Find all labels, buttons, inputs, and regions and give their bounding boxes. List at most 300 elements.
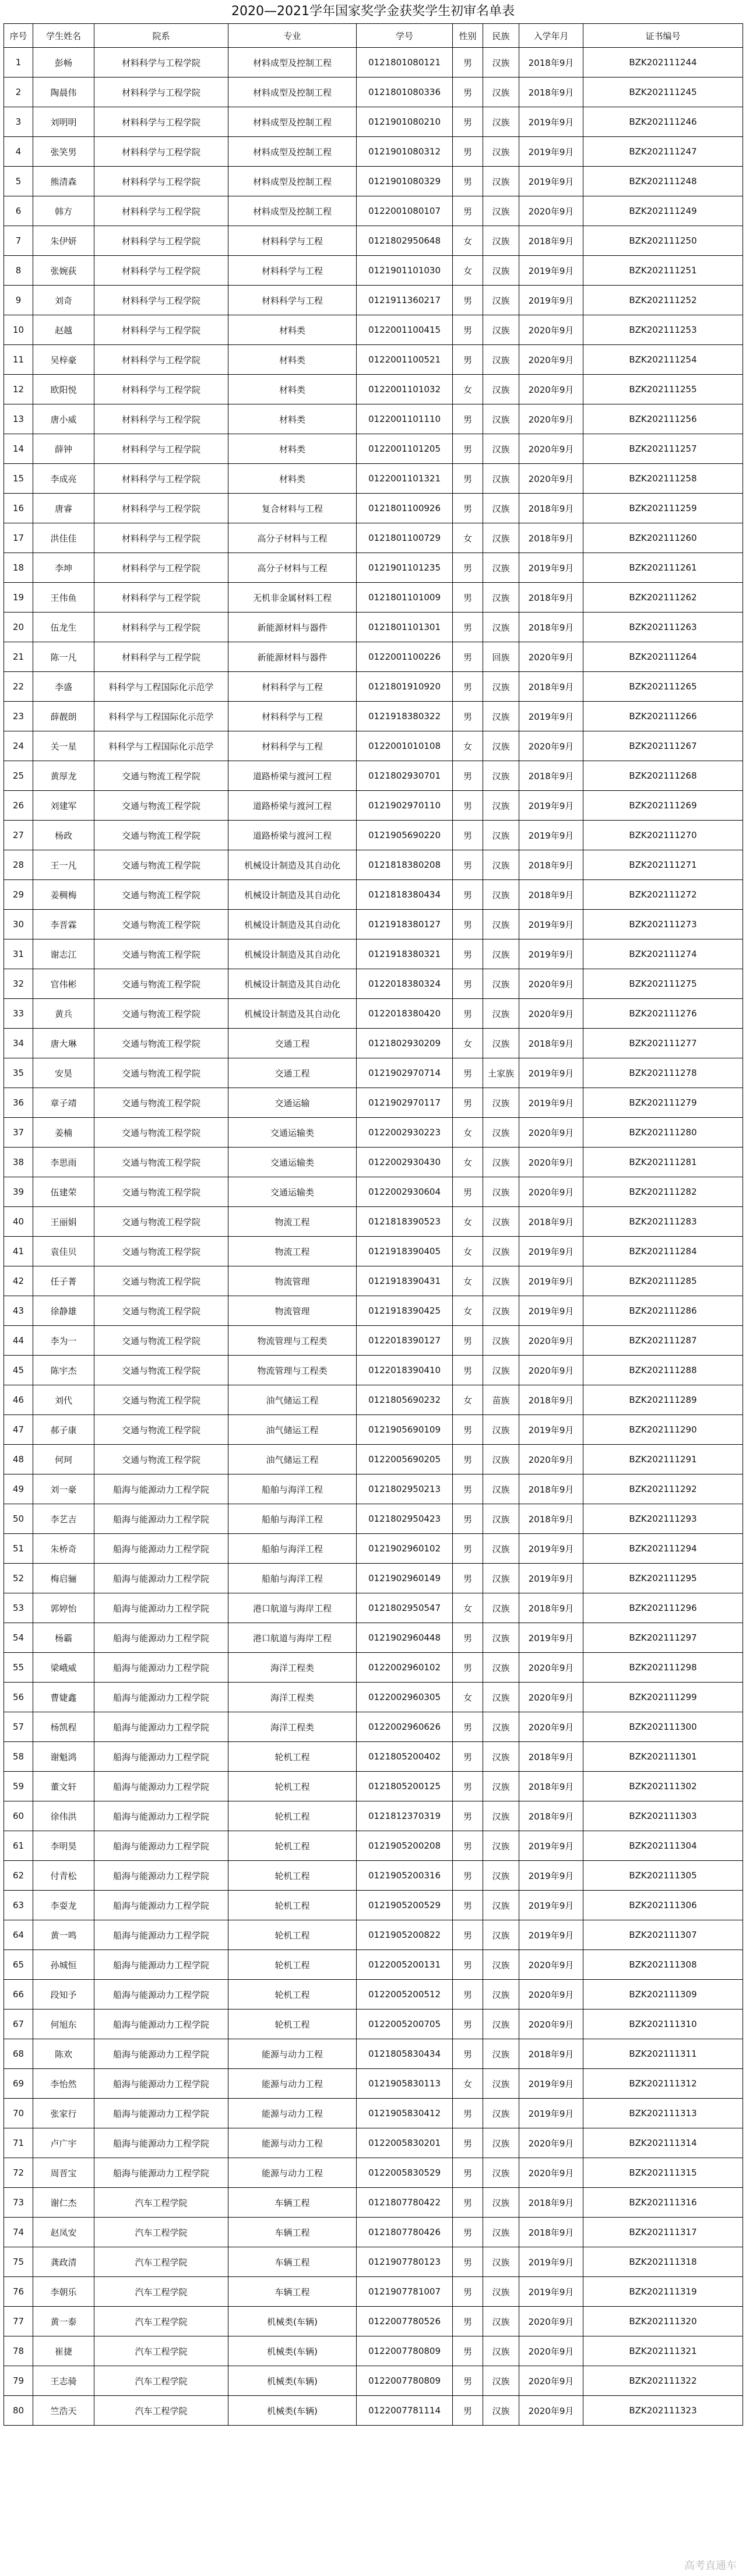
- table-cell: 54: [4, 1623, 33, 1653]
- table-cell: 材料科学与工程学院: [94, 464, 228, 494]
- table-cell: 2019年9月: [519, 1920, 583, 1950]
- table-cell: 汉族: [483, 1148, 519, 1177]
- table-cell: 26: [4, 791, 33, 821]
- table-cell: 汉族: [483, 2158, 519, 2188]
- table-cell: 郝子康: [33, 1415, 94, 1445]
- table-cell: BZK202111292: [583, 1474, 743, 1504]
- table-cell: 汉族: [483, 286, 519, 315]
- table-cell: 汉族: [483, 1415, 519, 1445]
- table-cell: 唐小威: [33, 404, 94, 434]
- table-cell: 3: [4, 107, 33, 137]
- table-cell: 材料科学与工程学院: [94, 48, 228, 78]
- table-cell: 28: [4, 850, 33, 880]
- table-cell: 59: [4, 1772, 33, 1801]
- table-cell: 2020年9月: [519, 375, 583, 404]
- table-cell: 黄一泰: [33, 2307, 94, 2336]
- table-cell: BZK202111303: [583, 1801, 743, 1831]
- table-cell: 材料成型及控制工程: [228, 48, 357, 78]
- table-cell: 女: [453, 256, 483, 286]
- table-cell: 2018年9月: [519, 2218, 583, 2247]
- table-cell: 海洋工程类: [228, 1653, 357, 1683]
- table-cell: 船海与能源动力工程学院: [94, 1772, 228, 1801]
- table-cell: 2020年9月: [519, 2396, 583, 2426]
- table-cell: 2020年9月: [519, 1118, 583, 1148]
- table-cell: 材料成型及控制工程: [228, 167, 357, 196]
- table-cell: 吴梓豪: [33, 345, 94, 375]
- table-cell: 土家族: [483, 1058, 519, 1088]
- table-cell: 0122002930430: [357, 1148, 453, 1177]
- table-row: [4, 1593, 743, 1623]
- table-cell: 船海与能源动力工程学院: [94, 2128, 228, 2158]
- table-cell: BZK202111307: [583, 1920, 743, 1950]
- table-cell: 苗族: [483, 1385, 519, 1415]
- table-cell: BZK202111322: [583, 2366, 743, 2396]
- table-cell: 男: [453, 1831, 483, 1861]
- table-cell: 李怡然: [33, 2069, 94, 2099]
- table-cell: 2019年9月: [519, 167, 583, 196]
- table-cell: 2020年9月: [519, 434, 583, 464]
- table-cell: 轮机工程: [228, 1920, 357, 1950]
- table-cell: 53: [4, 1593, 33, 1623]
- table-cell: 7: [4, 226, 33, 256]
- table-cell: 0121801080121: [357, 48, 453, 78]
- table-cell: 20: [4, 613, 33, 642]
- table-cell: 机械设计制造及其自动化: [228, 939, 357, 969]
- table-cell: 女: [453, 375, 483, 404]
- table-cell: 船舶与海洋工程: [228, 1564, 357, 1593]
- table-cell: 汉族: [483, 256, 519, 286]
- table-cell: BZK202111289: [583, 1385, 743, 1415]
- table-row: [4, 1980, 743, 2010]
- table-row: [4, 2099, 743, 2128]
- table-cell: 2018年9月: [519, 1742, 583, 1772]
- table-cell: 彭畅: [33, 48, 94, 78]
- table-cell: BZK202111251: [583, 256, 743, 286]
- table-cell: 0121905690220: [357, 821, 453, 850]
- table-row: [4, 2336, 743, 2366]
- table-cell: 男: [453, 1801, 483, 1831]
- table-cell: BZK202111308: [583, 1950, 743, 1980]
- table-cell: 2020年9月: [519, 999, 583, 1029]
- table-cell: 0122001101110: [357, 404, 453, 434]
- table-cell: 2019年9月: [519, 1891, 583, 1920]
- table-cell: 2018年9月: [519, 523, 583, 553]
- table-cell: 46: [4, 1385, 33, 1415]
- page-title: 2020—2021学年国家奖学金获奖学生初审名单表: [231, 4, 515, 19]
- table-row: [4, 702, 743, 731]
- table-cell: 刘一豪: [33, 1474, 94, 1504]
- table-cell: 2020年9月: [519, 404, 583, 434]
- table-cell: BZK202111301: [583, 1742, 743, 1772]
- table-cell: 男: [453, 2307, 483, 2336]
- table-row: [4, 1742, 743, 1772]
- table-cell: 0122002930604: [357, 1177, 453, 1207]
- table-cell: BZK202111282: [583, 1177, 743, 1207]
- table-row: [4, 2010, 743, 2039]
- table-cell: 10: [4, 315, 33, 345]
- table-cell: 2018年9月: [519, 613, 583, 642]
- table-cell: 李成亮: [33, 464, 94, 494]
- table-cell: 汉族: [483, 1474, 519, 1504]
- table-row: [4, 256, 743, 286]
- table-cell: 洪佳佳: [33, 523, 94, 553]
- table-cell: 2018年9月: [519, 1207, 583, 1237]
- table-row: [4, 523, 743, 553]
- table-cell: 汉族: [483, 731, 519, 761]
- table-cell: 轮机工程: [228, 1801, 357, 1831]
- table-cell: 物流管理: [228, 1296, 357, 1326]
- table-cell: 2018年9月: [519, 583, 583, 613]
- table-cell: 5: [4, 167, 33, 196]
- table-cell: 2020年9月: [519, 642, 583, 672]
- table-cell: 男: [453, 1920, 483, 1950]
- table-cell: 陈宇杰: [33, 1356, 94, 1385]
- table-cell: 2020年9月: [519, 345, 583, 375]
- table-cell: 32: [4, 969, 33, 999]
- table-cell: 唐睿: [33, 494, 94, 523]
- table-cell: 交通工程: [228, 1029, 357, 1058]
- table-cell: BZK202111285: [583, 1266, 743, 1296]
- table-cell: BZK202111317: [583, 2218, 743, 2247]
- table-cell: 船海与能源动力工程学院: [94, 1534, 228, 1564]
- table-row: [4, 1385, 743, 1415]
- table-cell: 2018年9月: [519, 672, 583, 702]
- table-cell: 2018年9月: [519, 2039, 583, 2069]
- table-cell: 2019年9月: [519, 1831, 583, 1861]
- table-cell: 轮机工程: [228, 1980, 357, 2010]
- table-cell: BZK202111245: [583, 78, 743, 107]
- table-cell: 男: [453, 613, 483, 642]
- table-cell: 材料科学与工程学院: [94, 315, 228, 345]
- table-cell: 2020年9月: [519, 969, 583, 999]
- table-cell: 谢志江: [33, 939, 94, 969]
- table-cell: 汉族: [483, 78, 519, 107]
- table-cell: 交通与物流工程学院: [94, 1177, 228, 1207]
- table-cell: 机械类(车辆): [228, 2366, 357, 2396]
- table-cell: 2019年9月: [519, 137, 583, 167]
- table-cell: 男: [453, 2099, 483, 2128]
- table-cell: 王志骑: [33, 2366, 94, 2396]
- table-cell: 谢仁杰: [33, 2188, 94, 2218]
- table-cell: 能源与动力工程: [228, 2128, 357, 2158]
- table-cell: 76: [4, 2277, 33, 2307]
- table-cell: BZK202111320: [583, 2307, 743, 2336]
- table-cell: 0122007781114: [357, 2396, 453, 2426]
- column-header: 入学年月: [519, 24, 583, 48]
- table-cell: 交通与物流工程学院: [94, 1266, 228, 1296]
- table-cell: 8: [4, 256, 33, 286]
- table-cell: 汉族: [483, 1029, 519, 1058]
- table-cell: 男: [453, 2336, 483, 2366]
- table-cell: 2020年9月: [519, 731, 583, 761]
- table-cell: 物流管理与工程类: [228, 1356, 357, 1385]
- table-cell: 徐伟洪: [33, 1801, 94, 1831]
- table-cell: 汽车工程学院: [94, 2307, 228, 2336]
- table-cell: 汉族: [483, 910, 519, 939]
- table-cell: 0121805200125: [357, 1772, 453, 1801]
- table-cell: 2018年9月: [519, 1474, 583, 1504]
- table-row: [4, 137, 743, 167]
- table-cell: 男: [453, 78, 483, 107]
- table-cell: 车辆工程: [228, 2247, 357, 2277]
- table-cell: 0121905690109: [357, 1415, 453, 1445]
- table-cell: 0122001100415: [357, 315, 453, 345]
- table-cell: 交通与物流工程学院: [94, 939, 228, 969]
- table-cell: 2020年9月: [519, 1653, 583, 1683]
- table-cell: 2018年9月: [519, 1385, 583, 1415]
- table-cell: 机械类(车辆): [228, 2336, 357, 2366]
- table-cell: 汉族: [483, 226, 519, 256]
- table-cell: 龚政清: [33, 2247, 94, 2277]
- table-row: [4, 642, 743, 672]
- table-cell: 材料科学与工程学院: [94, 583, 228, 613]
- table-cell: 0121818380208: [357, 850, 453, 880]
- table-cell: 47: [4, 1415, 33, 1445]
- table-cell: 0121901080210: [357, 107, 453, 137]
- table-row: [4, 1445, 743, 1474]
- table-cell: 男: [453, 1356, 483, 1385]
- table-cell: 37: [4, 1118, 33, 1148]
- table-row: [4, 1474, 743, 1504]
- table-row: [4, 48, 743, 78]
- table-cell: 15: [4, 464, 33, 494]
- table-cell: 39: [4, 1177, 33, 1207]
- table-cell: 51: [4, 1534, 33, 1564]
- table-cell: BZK202111297: [583, 1623, 743, 1653]
- table-cell: BZK202111291: [583, 1445, 743, 1474]
- table-cell: 汉族: [483, 1534, 519, 1564]
- table-cell: 竺浩天: [33, 2396, 94, 2426]
- table-row: [4, 1861, 743, 1891]
- table-row: [4, 999, 743, 1029]
- table-cell: 刘明明: [33, 107, 94, 137]
- table-cell: 港口航道与海岸工程: [228, 1623, 357, 1653]
- table-cell: 2019年9月: [519, 2069, 583, 2099]
- table-cell: 材料科学与工程: [228, 286, 357, 315]
- table-cell: 船海与能源动力工程学院: [94, 2039, 228, 2069]
- table-cell: 材料科学与工程学院: [94, 613, 228, 642]
- table-cell: 任子菁: [33, 1266, 94, 1296]
- table-cell: 4: [4, 137, 33, 167]
- table-row: [4, 1207, 743, 1237]
- table-cell: 机械设计制造及其自动化: [228, 880, 357, 910]
- table-cell: 袁佳贝: [33, 1237, 94, 1266]
- table-cell: 汉族: [483, 2069, 519, 2099]
- table-cell: BZK202111314: [583, 2128, 743, 2158]
- table-cell: BZK202111250: [583, 226, 743, 256]
- table-cell: 74: [4, 2218, 33, 2247]
- table-cell: 2019年9月: [519, 1415, 583, 1445]
- table-cell: 29: [4, 880, 33, 910]
- table-row: [4, 404, 743, 434]
- table-cell: 物流管理与工程类: [228, 1326, 357, 1356]
- table-cell: 0121802930209: [357, 1029, 453, 1058]
- table-row: [4, 286, 743, 315]
- table-cell: 男: [453, 2277, 483, 2307]
- table-cell: 船海与能源动力工程学院: [94, 1801, 228, 1831]
- table-cell: 0121901101030: [357, 256, 453, 286]
- table-row: [4, 1266, 743, 1296]
- table-cell: BZK202111265: [583, 672, 743, 702]
- table-cell: 汉族: [483, 2336, 519, 2366]
- table-cell: 汉族: [483, 523, 519, 553]
- table-cell: 男: [453, 1891, 483, 1920]
- table-cell: 汉族: [483, 464, 519, 494]
- table-row: [4, 2277, 743, 2307]
- table-cell: 0121905830113: [357, 2069, 453, 2099]
- table-cell: 汉族: [483, 1891, 519, 1920]
- table-cell: 交通与物流工程学院: [94, 761, 228, 791]
- table-cell: 0121902960448: [357, 1623, 453, 1653]
- table-cell: BZK202111290: [583, 1415, 743, 1445]
- table-cell: 0122007780526: [357, 2307, 453, 2336]
- table-cell: 0121918390425: [357, 1296, 453, 1326]
- table-cell: 2020年9月: [519, 464, 583, 494]
- table-cell: 汉族: [483, 1088, 519, 1118]
- table-cell: 李思雨: [33, 1148, 94, 1177]
- table-cell: 杨霸: [33, 1623, 94, 1653]
- table-row: [4, 1296, 743, 1326]
- column-header: 专业: [228, 24, 357, 48]
- table-cell: 男: [453, 1950, 483, 1980]
- table-cell: 材料科学与工程学院: [94, 78, 228, 107]
- table-cell: 女: [453, 1683, 483, 1712]
- table-row: [4, 464, 743, 494]
- table-cell: 女: [453, 1118, 483, 1148]
- table-cell: 0121902960102: [357, 1534, 453, 1564]
- table-cell: BZK202111302: [583, 1772, 743, 1801]
- table-row: [4, 1237, 743, 1266]
- table-cell: 汉族: [483, 1237, 519, 1266]
- table-cell: 韩方: [33, 196, 94, 226]
- table-cell: 男: [453, 1058, 483, 1088]
- table-cell: 汉族: [483, 702, 519, 731]
- table-cell: BZK202111271: [583, 850, 743, 880]
- table-cell: 2020年9月: [519, 2010, 583, 2039]
- table-cell: 2019年9月: [519, 791, 583, 821]
- table-cell: 汉族: [483, 2128, 519, 2158]
- table-cell: 汉族: [483, 1980, 519, 2010]
- table-row: [4, 2188, 743, 2218]
- table-cell: BZK202111264: [583, 642, 743, 672]
- table-cell: 56: [4, 1683, 33, 1712]
- table-cell: 1: [4, 48, 33, 78]
- table-cell: 64: [4, 1920, 33, 1950]
- table-cell: 材料科学与工程学院: [94, 286, 228, 315]
- table-cell: 汉族: [483, 939, 519, 969]
- table-cell: 材料科学与工程学院: [94, 345, 228, 375]
- table-cell: 交通与物流工程学院: [94, 1118, 228, 1148]
- table-cell: 男: [453, 1742, 483, 1772]
- table-cell: BZK202111277: [583, 1029, 743, 1058]
- table-cell: 王丽娟: [33, 1207, 94, 1237]
- table-cell: 汉族: [483, 2039, 519, 2069]
- table-cell: BZK202111273: [583, 910, 743, 939]
- table-cell: 材料类: [228, 375, 357, 404]
- table-cell: 杨凯程: [33, 1712, 94, 1742]
- table-cell: 男: [453, 494, 483, 523]
- table-cell: 男: [453, 404, 483, 434]
- table-cell: 交通与物流工程学院: [94, 1148, 228, 1177]
- column-header: 院系: [94, 24, 228, 48]
- table-cell: 交通与物流工程学院: [94, 1296, 228, 1326]
- table-cell: 27: [4, 821, 33, 850]
- table-cell: 汉族: [483, 1950, 519, 1980]
- table-row: [4, 2247, 743, 2277]
- table-cell: 唐大琳: [33, 1029, 94, 1058]
- table-cell: 陶晨伟: [33, 78, 94, 107]
- table-cell: 52: [4, 1564, 33, 1593]
- table-cell: 汉族: [483, 404, 519, 434]
- table-cell: 汉族: [483, 1623, 519, 1653]
- table-cell: 女: [453, 1266, 483, 1296]
- table-cell: 0122007780809: [357, 2366, 453, 2396]
- table-cell: BZK202111304: [583, 1831, 743, 1861]
- table-cell: 轮机工程: [228, 1891, 357, 1920]
- table-cell: 男: [453, 1445, 483, 1474]
- table-cell: 2018年9月: [519, 2188, 583, 2218]
- table-cell: 女: [453, 523, 483, 553]
- table-cell: 高分子材料与工程: [228, 553, 357, 583]
- table-cell: 官伟彬: [33, 969, 94, 999]
- table-cell: 轮机工程: [228, 1742, 357, 1772]
- table-cell: 0122002930223: [357, 1118, 453, 1148]
- table-cell: 45: [4, 1356, 33, 1385]
- table-cell: 汉族: [483, 2307, 519, 2336]
- table-row: [4, 1326, 743, 1356]
- table-cell: 卢广宇: [33, 2128, 94, 2158]
- table-cell: 25: [4, 761, 33, 791]
- table-cell: 材料科学与工程学院: [94, 137, 228, 167]
- table-row: [4, 1564, 743, 1593]
- table-cell: BZK202111319: [583, 2277, 743, 2307]
- table-cell: 2020年9月: [519, 196, 583, 226]
- table-cell: 汉族: [483, 880, 519, 910]
- table-cell: 男: [453, 1534, 483, 1564]
- table-cell: 汽车工程学院: [94, 2188, 228, 2218]
- table-cell: BZK202111293: [583, 1504, 743, 1534]
- table-cell: 男: [453, 286, 483, 315]
- table-cell: 17: [4, 523, 33, 553]
- table-cell: 汉族: [483, 2099, 519, 2128]
- table-cell: 船海与能源动力工程学院: [94, 2069, 228, 2099]
- table-cell: 交通与物流工程学院: [94, 910, 228, 939]
- table-cell: 船海与能源动力工程学院: [94, 1683, 228, 1712]
- column-header: 学号: [357, 24, 453, 48]
- table-cell: 41: [4, 1237, 33, 1266]
- table-cell: 船海与能源动力工程学院: [94, 2158, 228, 2188]
- table-cell: 材料科学与工程学院: [94, 196, 228, 226]
- table-cell: 李耍龙: [33, 1891, 94, 1920]
- table-row: [4, 1950, 743, 1980]
- table-row: [4, 2366, 743, 2396]
- table-cell: 19: [4, 583, 33, 613]
- table-cell: 72: [4, 2158, 33, 2188]
- table-cell: BZK202111272: [583, 880, 743, 910]
- table-cell: 9: [4, 286, 33, 315]
- table-cell: 2019年9月: [519, 1534, 583, 1564]
- table-cell: BZK202111295: [583, 1564, 743, 1593]
- table-cell: 汉族: [483, 1177, 519, 1207]
- table-cell: 30: [4, 910, 33, 939]
- table-cell: 男: [453, 196, 483, 226]
- table-cell: BZK202111270: [583, 821, 743, 850]
- table-cell: 0122001100226: [357, 642, 453, 672]
- table-cell: 郭婷怡: [33, 1593, 94, 1623]
- table-cell: 63: [4, 1891, 33, 1920]
- table-cell: 汉族: [483, 821, 519, 850]
- table-cell: 0121905200822: [357, 1920, 453, 1950]
